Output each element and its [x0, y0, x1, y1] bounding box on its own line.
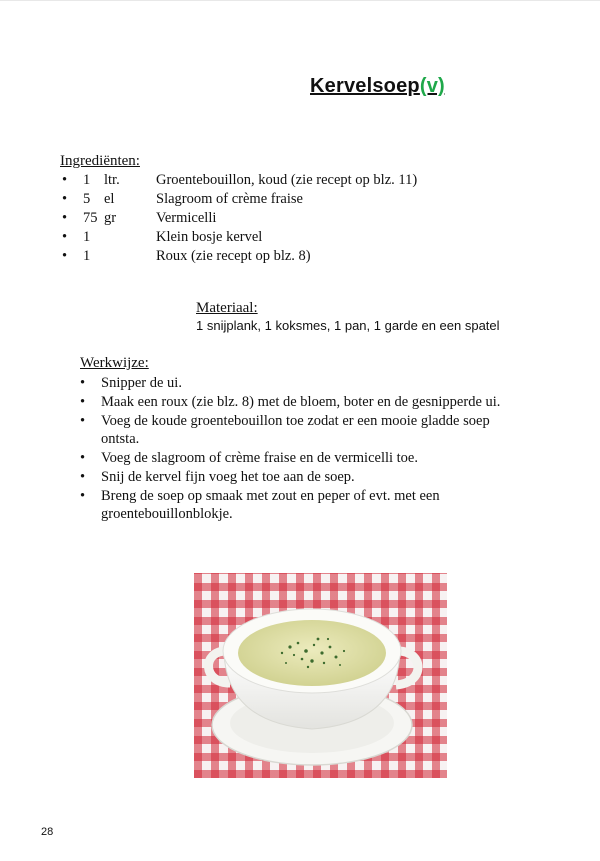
bullet: •	[80, 469, 86, 485]
ingredient-qty: 1	[83, 248, 91, 264]
step-text: Maak een roux (zie blz. 8) met de bloem, boter en de gesnipperde ui.	[101, 394, 501, 410]
soup-photo	[194, 573, 447, 778]
ingredient-qty: 5	[83, 191, 91, 207]
method-step	[80, 412, 520, 448]
bullet: •	[62, 210, 68, 226]
ingredient-unit: gr	[104, 210, 117, 226]
method-heading: Werkwijze:	[80, 355, 149, 371]
ingredient-qty: 1	[83, 172, 91, 188]
bullet: •	[62, 248, 68, 264]
bullet: •	[80, 375, 86, 391]
bullet: •	[80, 450, 86, 466]
ingredient-name: Vermicelli	[156, 210, 217, 226]
bullet: •	[80, 413, 86, 429]
recipe-title-text: Kervelsoep	[310, 75, 420, 97]
ingredient-qty: 1	[83, 229, 91, 245]
step-text: Breng de soep op smaak met zout en peper of evt. met een groentebouillonblokje.	[101, 488, 440, 522]
bullet: •	[62, 229, 68, 245]
recipe-title	[310, 75, 445, 98]
bullet: •	[80, 488, 86, 504]
materials-text: 1 snijplank, 1 koksmes, 1 pan, 1 garde en een spatel	[196, 318, 500, 333]
bullet: •	[80, 394, 86, 410]
method-step	[80, 468, 520, 486]
soup-surface	[238, 620, 386, 686]
method-step	[80, 449, 520, 467]
step-text: Snipper de ui.	[101, 375, 182, 391]
ingredient-name: Groentebouillon, koud (zie recept op blz. 11)	[156, 172, 418, 188]
ingredient-name: Slagroom of crème fraise	[156, 191, 303, 207]
method-step	[80, 487, 520, 523]
page-number: 28	[41, 826, 54, 838]
bullet: •	[62, 191, 68, 207]
bullet: •	[62, 172, 68, 188]
step-text: Voeg de koude groentebouillon toe zodat er een mooie gladde soep ontsta.	[101, 413, 490, 447]
ingredient-qty: 75	[83, 210, 98, 226]
page-edge	[0, 0, 600, 1]
step-text: Voeg de slagroom of crème fraise en de vermicelli toe.	[101, 450, 418, 466]
step-text: Snij de kervel fijn voeg het toe aan de soep.	[101, 469, 355, 485]
method-step	[80, 393, 520, 411]
ingredient-name: Klein bosje kervel	[156, 229, 263, 245]
method-steps	[80, 374, 520, 524]
ingredient-name: Roux (zie recept op blz. 8)	[156, 248, 311, 264]
method-step	[80, 374, 520, 392]
materials-heading: Materiaal:	[196, 300, 258, 316]
vegetarian-mark: (v)	[419, 75, 445, 97]
ingredients-heading: Ingrediënten:	[60, 153, 140, 169]
ingredient-unit: el	[104, 191, 115, 207]
ingredient-unit: ltr.	[104, 172, 120, 188]
soup-bowl-illustration	[194, 573, 447, 778]
